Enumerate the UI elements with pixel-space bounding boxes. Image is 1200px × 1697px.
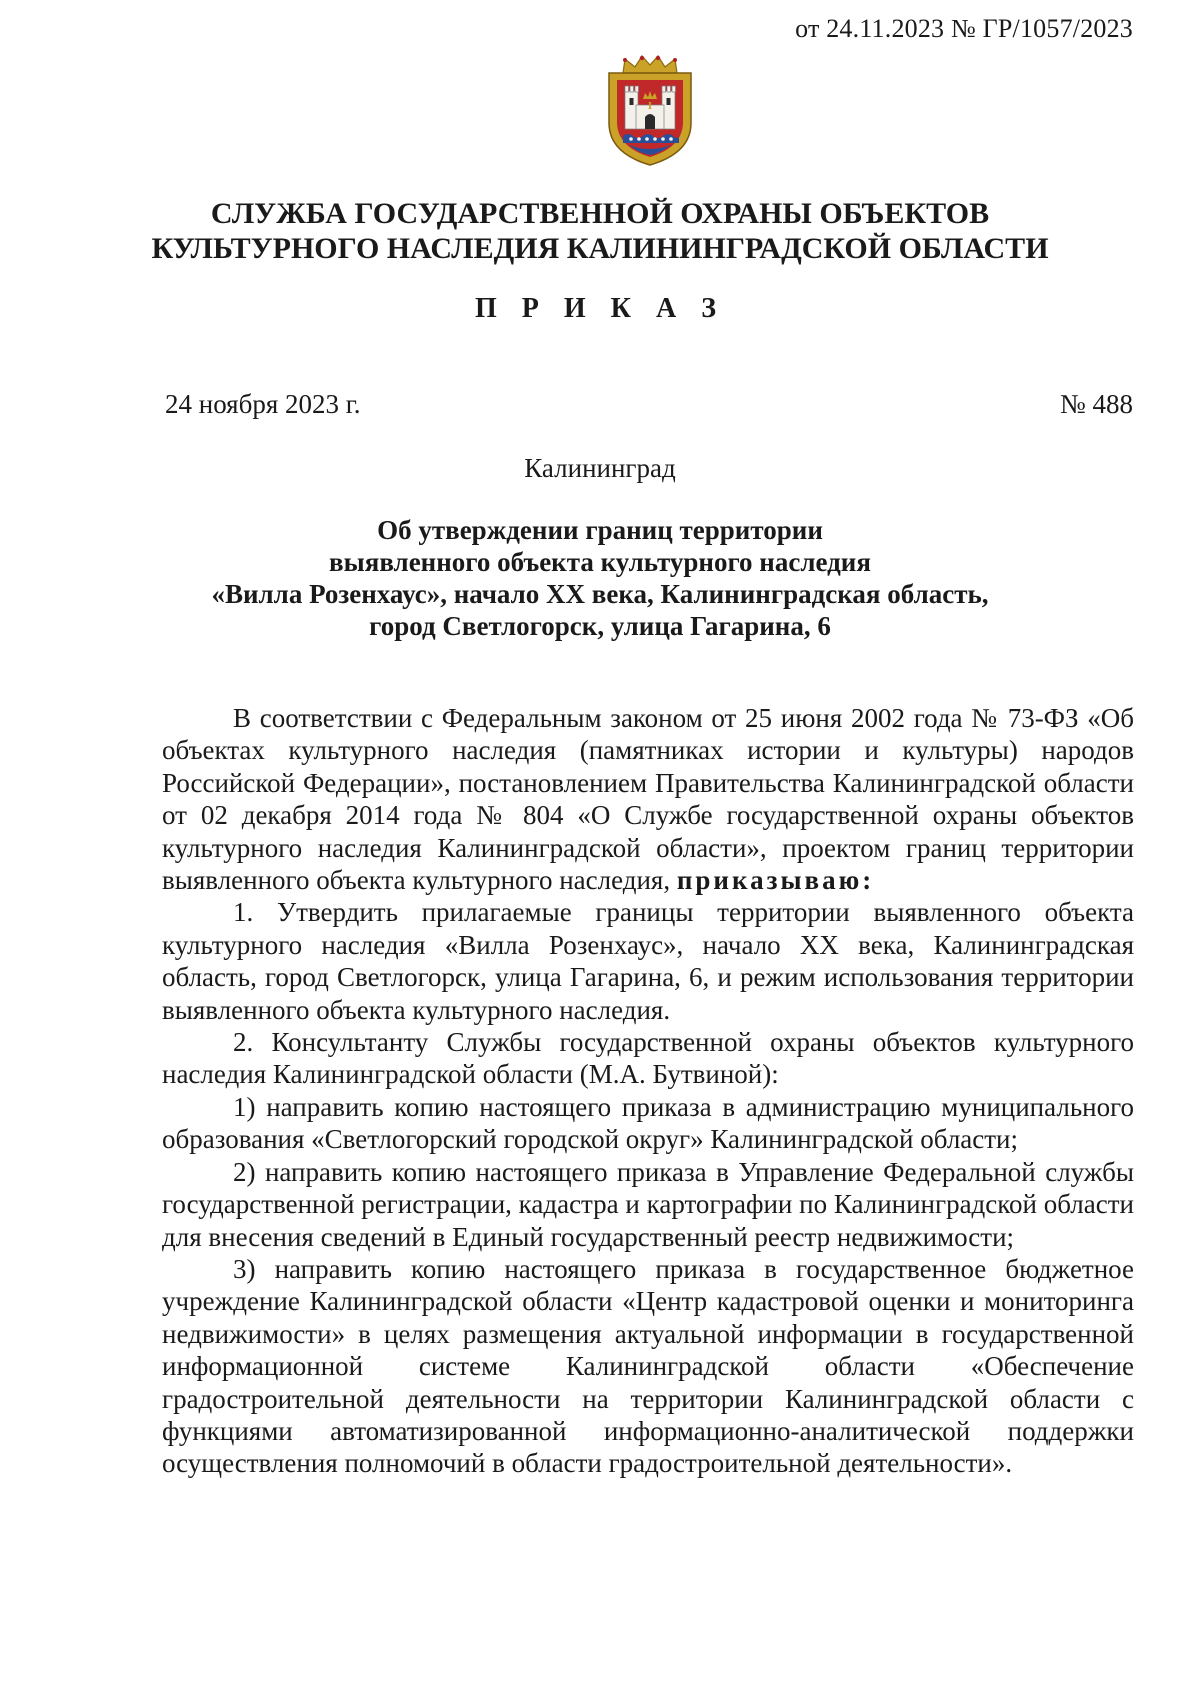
order-item-2: 2. Консультанту Службы государственной охраны объектов культурного наследия Калининградской области (М.А. Бутвиной):: [162, 1027, 1134, 1090]
order-item-2-subitem-3: 3) направить копию настоящего приказа в государственное бюджетное учреждение Калининградской области «Центр кадастровой оценки и мониторинга недвижимости» в целях размещения актуальной информации в государственной информационной системе Калининградской области «Обеспечение градостроительной деятельности на территории Калининградской области с функциями автоматизированной информационно-аналитической поддержки осуществления полномочий в области градостроительной деятельности».: [162, 1253, 1134, 1479]
subject-line-2: выявленного объекта культурного наследия: [329, 547, 871, 577]
svg-text:I: I: [647, 102, 653, 112]
document-date: 24 ноября 2023 г.: [165, 389, 361, 419]
preamble-text: В соответствии с Федеральным законом от 25 июня 2002 года № 73-ФЗ «Об объектах культурного наследия (памятниках истории и культуры) народов Российской Федерации», постановлением Правительства Калининградской области от 02 декабря 2014 года № 804 «О Службе государственной охраны объектов культурного наследия Калининградской области», проектом границ территории выявленного объекта культурного наследия,: [162, 703, 1134, 896]
preamble-paragraph: [162, 702, 1134, 896]
agency-name-line-1: СЛУЖБА ГОСУДАРСТВЕННОЙ ОХРАНЫ ОБЪЕКТОВ: [210, 197, 990, 230]
document-body: [162, 702, 1134, 1480]
subject-line-3: «Вилла Розенхаус», начало XX века, Калининградская область,: [211, 579, 989, 609]
subject-line-1: Об утверждении границ территории: [377, 515, 823, 545]
document-city: Калининград: [524, 453, 676, 483]
document-type-title: П Р И К А З: [475, 293, 725, 324]
document-reference-number: от 24.11.2023 № ГР/1057/2023: [795, 14, 1133, 43]
document-subject: [0, 514, 1200, 642]
subject-line-4: город Светлогорск, улица Гагарина, 6: [369, 611, 831, 641]
agency-name: [0, 196, 1200, 266]
agency-name-line-2: КУЛЬТУРНОГО НАСЛЕДИЯ КАЛИНИНГРАДСКОЙ ОБЛАСТИ: [151, 232, 1049, 265]
order-word: приказываю:: [676, 865, 875, 896]
order-item-1: 1. Утвердить прилагаемые границы территории выявленного объекта культурного наследия «Вилла Розенхаус», начало XX века, Калининградская область, город Светлогорск, улица Гагарина, 6, и режим использования территории выявленного объекта культурного наследия.: [162, 897, 1134, 1025]
coat-of-arms-icon: [601, 53, 699, 167]
order-item-2-subitem-1: 1) направить копию настоящего приказа в администрацию муниципального образования «Светлогорский городской округ» Калининградской области;: [162, 1091, 1134, 1155]
order-item-2-subitem-2: 2) направить копию настоящего приказа в Управление Федеральной службы государственной регистрации, кадастра и картографии по Калининградской области для внесения сведений в Единый государственный реестр недвижимости;: [162, 1156, 1134, 1252]
document-number: № 488: [1059, 389, 1133, 419]
